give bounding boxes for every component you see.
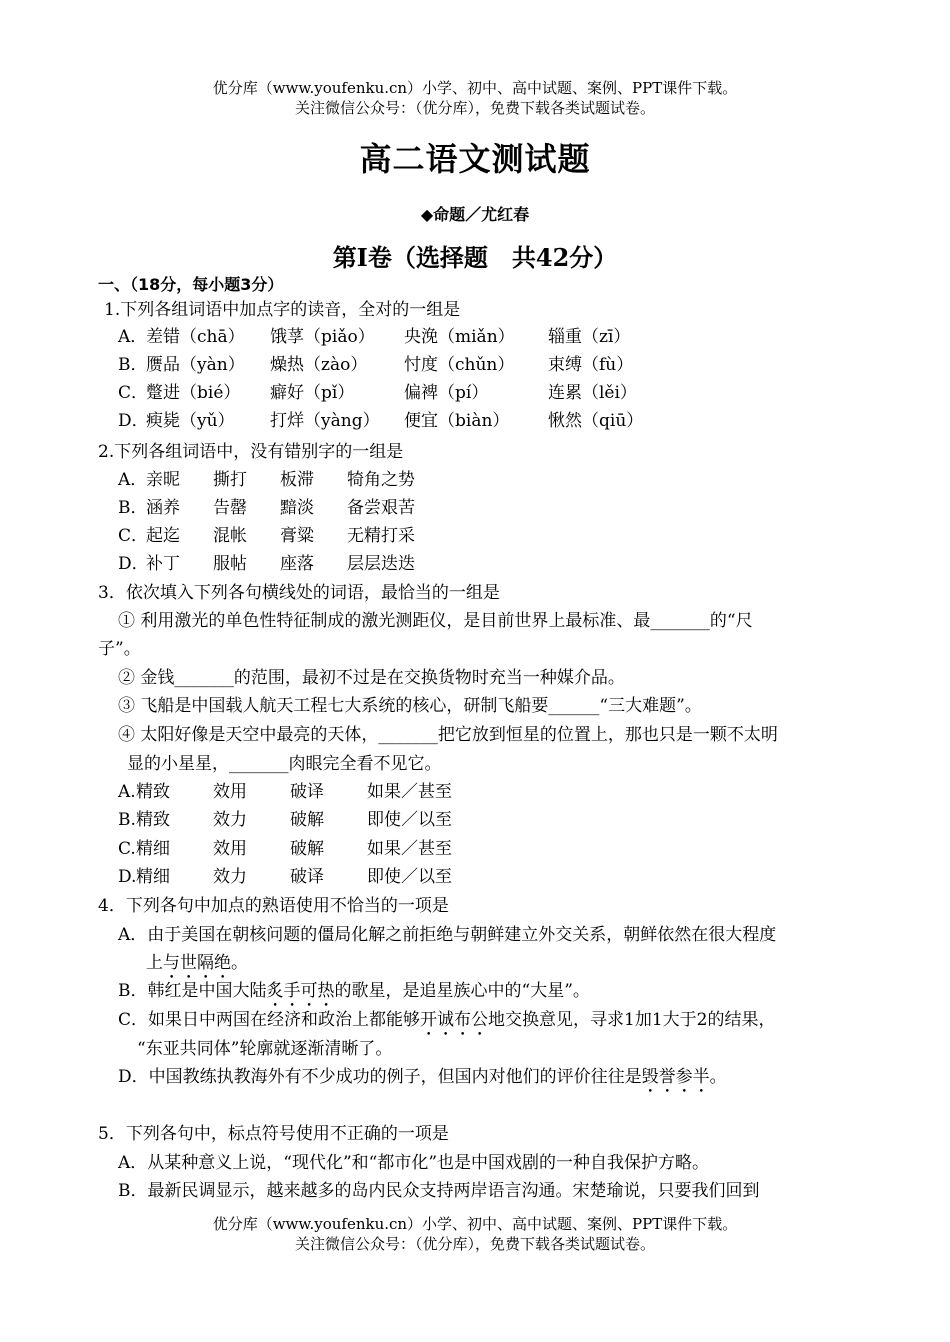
- option-word: 服帖: [213, 554, 247, 574]
- option-word: 告罄: [213, 498, 247, 518]
- question-1-option-c: [118, 382, 818, 404]
- text-segment: B．韩红是中国大陆: [118, 981, 267, 1001]
- question-2-option-b: [118, 497, 718, 519]
- option-word: 连累（lěi）: [548, 383, 637, 403]
- option-word: 座落: [280, 554, 314, 574]
- option-label: D.: [118, 867, 137, 887]
- volume-heading: 第Ⅰ卷（选择题 共42分）: [332, 243, 618, 272]
- option-word: 混帐: [213, 526, 247, 546]
- option-word: 央浼（miǎn）: [404, 327, 515, 347]
- option-word: 便宜（biàn）: [404, 411, 510, 431]
- dotted-idiom: 开诚布公: [420, 1010, 489, 1030]
- option-word: 膏粱: [280, 526, 314, 546]
- text-segment: D．中国教练执教海外有不少成功的例子，但国内对他们的评价往往是: [118, 1067, 642, 1087]
- question-3-sentence-2: ② 金钱_______的范围，最初不过是在交换货物时充当一种媒介品。: [118, 668, 625, 688]
- header-line-2: 关注微信公众号：（优分库），免费下载各类试题试卷。: [294, 99, 655, 117]
- question-3-sentence-4: ④ 太阳好像是天空中最亮的天体，_______把它放到恒星的位置上，那也只是一颗不太明: [118, 725, 778, 745]
- question-4-stem: 4．下列各句中加点的熟语使用不恰当的一项是: [98, 896, 449, 916]
- option-word: 瘐毙（yǔ）: [146, 411, 235, 431]
- option-word: 效力: [213, 867, 247, 887]
- option-word: 精细: [136, 867, 170, 887]
- option-word: 精致: [136, 782, 170, 802]
- option-word: 束缚（fù）: [548, 355, 634, 375]
- text-segment: C．如果日中两国在经济和政治上都能够: [118, 1010, 421, 1030]
- option-label: A.: [118, 782, 136, 802]
- option-word: 犄角之势: [347, 470, 415, 490]
- question-3-option-d: [118, 866, 718, 888]
- option-label: D．: [118, 554, 149, 574]
- option-word: 破译: [290, 867, 324, 887]
- option-word: 蹩进（bié）: [146, 383, 241, 403]
- question-5-option-a: A．从某种意义上说，“现代化”和“都市化”也是中国戏剧的一种自我保护方略。: [118, 1153, 710, 1173]
- section-heading: 一、（18分，每小题3分）: [98, 275, 284, 294]
- option-word: 层层迭迭: [347, 554, 415, 574]
- option-label: B．: [118, 355, 148, 375]
- option-word: 燥热（zào）: [270, 355, 368, 375]
- header-line-1: 优分库（www.youfenku.cn）小学、初中、高中试题、案例、PPT课件下载。: [212, 79, 738, 97]
- text-segment: 。: [231, 953, 248, 973]
- page-title: 高二语文测试题: [359, 140, 591, 178]
- footer-line-1: 优分库（www.youfenku.cn）小学、初中、高中试题、案例、PPT课件下载。: [212, 1215, 738, 1233]
- question-3-sentence-1: ① 利用激光的单色性特征制成的激光测距仪，是目前世界上最标准、最_______的“尺: [118, 611, 753, 631]
- question-4-option-d: [118, 1066, 727, 1097]
- text-segment: 地交换意见，寻求1加1大于2的结果，: [488, 1010, 776, 1030]
- question-4-option-a: A．由于美国在朝核问题的僵局化解之前拒绝与朝鲜建立外交关系，朝鲜依然在很大程度: [118, 925, 777, 945]
- option-word: 破解: [290, 810, 324, 830]
- question-3-option-c: [118, 838, 718, 860]
- option-word: 即使／以至: [367, 867, 452, 887]
- footer-line-2: 关注微信公众号：（优分库），免费下载各类试题试卷。: [294, 1235, 655, 1253]
- question-1-stem: 1.下列各组词语中加点字的读音，全对的一组是: [104, 300, 461, 320]
- question-2-option-c: [118, 525, 718, 547]
- text-segment: 上: [146, 953, 163, 973]
- author-line: ◆命题／尤红春: [420, 205, 530, 224]
- option-label: D．: [118, 411, 149, 431]
- question-3-stem: 3．依次填入下列各句横线处的词语，最恰当的一组是: [98, 583, 500, 603]
- option-word: 板滞: [280, 470, 314, 490]
- option-word: 精致: [136, 810, 170, 830]
- option-label: A．: [118, 470, 148, 490]
- question-4-option-c: [118, 1009, 775, 1040]
- option-word: 赝品（yàn）: [146, 355, 245, 375]
- question-3-option-b: [118, 809, 718, 831]
- option-word: 辎重（zī）: [548, 327, 631, 347]
- dotted-idiom: 毁誉参半: [641, 1067, 710, 1087]
- option-word: 效用: [213, 839, 247, 859]
- option-word: 备尝艰苦: [347, 498, 415, 518]
- option-label: B．: [118, 498, 148, 518]
- option-label: C．: [118, 526, 149, 546]
- question-2-stem: 2.下列各组词语中，没有错别字的一组是: [98, 442, 404, 462]
- question-5-stem: 5．下列各句中，标点符号使用不正确的一项是: [98, 1124, 449, 1144]
- option-word: 无精打采: [347, 526, 415, 546]
- option-word: 忖度（chǔn）: [404, 355, 515, 375]
- option-label: C.: [118, 839, 136, 859]
- text-segment: 。: [709, 1067, 727, 1087]
- option-word: 效用: [213, 782, 247, 802]
- question-1-option-b: [118, 354, 818, 376]
- question-3-option-a: [118, 781, 718, 803]
- option-word: 饿莩（piǎo）: [270, 327, 375, 347]
- question-3-sentence-4-cont: 显的小星星，_______肉眼完全看不见它。: [127, 754, 442, 774]
- question-3-sentence-1-cont: 子”。: [98, 639, 141, 659]
- question-2-option-a: [118, 469, 718, 491]
- question-5-option-b: B．最新民调显示，越来越多的岛内民众支持两岸语言沟通。宋楚瑜说，只要我们回到: [118, 1181, 760, 1201]
- question-2-option-d: [118, 553, 718, 575]
- option-word: 补丁: [146, 554, 180, 574]
- option-word: 撕打: [213, 470, 247, 490]
- question-4-option-c-cont: “东亚共同体”轮廓就逐渐清晰了。: [137, 1039, 393, 1059]
- question-3-sentence-3: ③ 飞船是中国载人航天工程七大系统的核心，研制飞船要______“三大难题”。: [118, 696, 702, 716]
- option-word: 差错（chā）: [146, 327, 245, 347]
- option-word: 打烊（yàng）: [270, 411, 380, 431]
- dotted-idiom: 炙手可热: [266, 981, 335, 1001]
- question-4-option-a-cont: [146, 952, 248, 983]
- option-word: 起迄: [146, 526, 180, 546]
- question-4-option-b: [118, 980, 590, 1011]
- question-1-option-d: [118, 410, 818, 432]
- option-word: 愀然（qiū）: [548, 411, 644, 431]
- question-1-option-a: [118, 326, 818, 348]
- text-segment: 的歌星，是追星族心中的“大星”。: [334, 981, 590, 1001]
- option-label: B.: [118, 810, 136, 830]
- option-word: 黯淡: [280, 498, 314, 518]
- dotted-idiom: 与世隔绝: [163, 953, 231, 973]
- option-label: A．: [118, 327, 148, 347]
- option-word: 破译: [290, 782, 324, 802]
- option-label: C．: [118, 383, 149, 403]
- option-word: 如果／甚至: [367, 782, 452, 802]
- option-word: 癖好（pǐ）: [270, 383, 355, 403]
- option-word: 亲昵: [146, 470, 180, 490]
- option-word: 精细: [136, 839, 170, 859]
- option-word: 偏裨（pí）: [404, 383, 489, 403]
- option-word: 效力: [213, 810, 247, 830]
- option-word: 涵养: [146, 498, 180, 518]
- option-word: 如果／甚至: [367, 839, 452, 859]
- option-word: 破解: [290, 839, 324, 859]
- option-word: 即使／以至: [367, 810, 452, 830]
